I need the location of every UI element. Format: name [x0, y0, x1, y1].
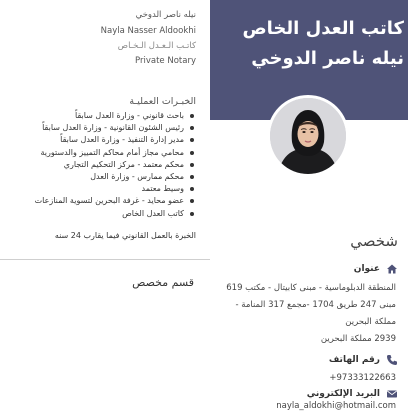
address-line: 2939 مملكة البحرين: [320, 334, 396, 344]
list-item: رئيس الشئون القانونية - وزارة العدل سابقاً: [9, 122, 194, 134]
list-item: وسيط معتمد: [9, 183, 194, 195]
experience-heading: الخبـرات العمليـة: [129, 96, 196, 107]
list-item: كاتب العدل الخاص: [9, 208, 194, 220]
list-item: باحث قانوني - وزارة العدل سابقاً: [9, 110, 194, 122]
main-role-ar: كاتـب الـعـدل الـخـاص: [117, 41, 196, 51]
address-label: عنوان: [353, 264, 380, 274]
phone-value[interactable]: 97333122663+: [329, 373, 396, 383]
address-line: مملكة البحرين: [345, 317, 396, 327]
address-line: المنطقة الدبلوماسية - مبنى كابيتال - مكتب 619: [226, 283, 396, 293]
main-name-ar: نيله ناصر الدوخي: [135, 10, 196, 20]
personal-section-title: شخصي: [350, 232, 398, 250]
list-item: محكم معتمد - مركز التحكيم التجاري: [9, 159, 194, 171]
sidebar: [210, 0, 408, 416]
address-line: مبنى 247 طريق 1704 -مجمع 317 المنامة -: [235, 300, 396, 310]
list-item: محامي مجاز أمام محاكم التمييز والدستورية: [9, 147, 194, 159]
home-icon: [386, 263, 398, 275]
experience-summary: الخبرة بالعمل القانوني فيما يقارب 24 سنه: [54, 231, 196, 240]
main-role-en: Private Notary: [135, 56, 196, 66]
profile-name: كاتب العدل الخاص نيله ناصر الدوخي: [242, 18, 404, 69]
phone-icon: [386, 354, 398, 366]
email-value[interactable]: nayla_aldokhi@hotmail.com: [276, 401, 396, 411]
avatar[interactable]: [267, 95, 349, 177]
email-label: البريد الإلكتروني: [306, 389, 380, 399]
experience-list: [9, 110, 194, 220]
list-item: محكم ممارس - وزارة العدل: [9, 171, 194, 183]
phone-label: رقم الهاتف: [328, 355, 380, 365]
profile-photo-art: [270, 98, 346, 174]
profile-photo: [270, 98, 346, 174]
section-divider: [0, 259, 210, 260]
custom-section-heading[interactable]: قسم مخصص: [132, 276, 194, 289]
list-item: مدير إدارة التنفيذ - وزارة العدل سابقاً: [9, 134, 194, 146]
list-item: عضو محايد - غرفة البحرين لتسوية المنازعات: [9, 195, 194, 207]
main-name-en: Nayla Nasser Aldookhi: [100, 26, 196, 36]
